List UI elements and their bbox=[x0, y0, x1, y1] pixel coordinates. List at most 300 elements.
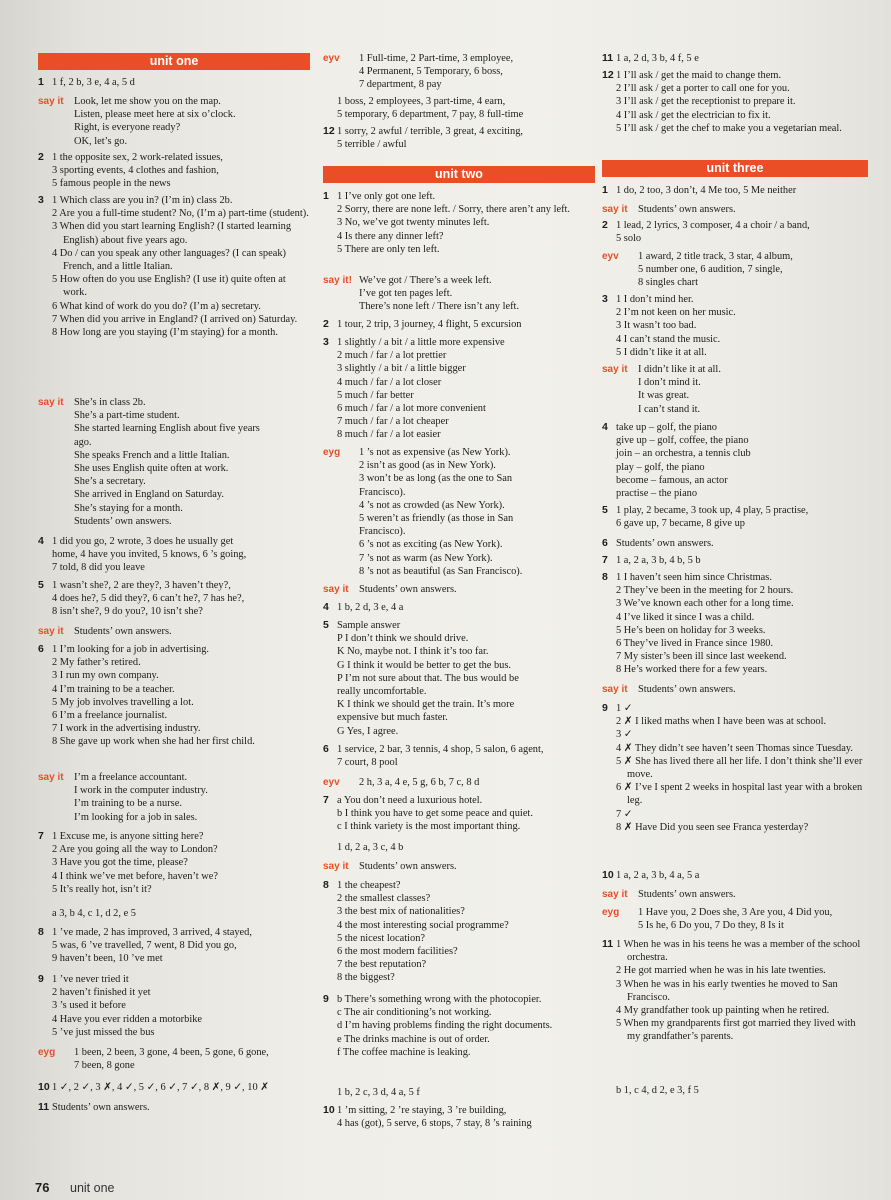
exercise-number: 2 bbox=[38, 151, 44, 163]
exercise-answers bbox=[616, 69, 868, 135]
answer-line: 5 Is he, 6 Do you, 7 Do they, 8 Is it bbox=[638, 920, 784, 932]
answer-line: She started learning English about five years bbox=[74, 423, 260, 435]
exercise-answers bbox=[616, 869, 868, 882]
answer-item: 4 I’m training to be a teacher. bbox=[52, 683, 175, 695]
exercise-answers bbox=[337, 125, 595, 151]
answer-item: 8 He’s worked there for a few years. bbox=[616, 664, 768, 676]
answer-item: 7 I work in the advertising industry. bbox=[52, 723, 201, 735]
exercise-answers bbox=[52, 1081, 310, 1094]
exercise-answers bbox=[52, 151, 310, 191]
answer-item: 3 I’ll ask / get the receptionist to prepare it. bbox=[616, 96, 796, 108]
section-tag: say it bbox=[602, 364, 628, 375]
section-tag: say it bbox=[602, 204, 628, 215]
exercise bbox=[323, 841, 595, 854]
exercise-answers bbox=[52, 535, 310, 575]
answer-line: She’s a part-time student. bbox=[74, 410, 180, 422]
exercise-answers bbox=[52, 76, 310, 89]
exercise-answers bbox=[616, 938, 868, 1044]
answer-item: 2 I’m not keen on her music. bbox=[616, 307, 736, 319]
answer-line: 3 won’t be as long (as the one to San bbox=[359, 473, 513, 485]
answer-line: take up – golf, the piano bbox=[616, 422, 717, 433]
answer-line: 1 service, 2 bar, 3 tennis, 4 shop, 5 salon, 6 agent, bbox=[337, 744, 544, 755]
answer-line: 1 ✓, 2 ✓, 3 ✗, 4 ✓, 5 ✓, 6 ✓, 7 ✓, 8 ✗, 9 ✓, 10 ✗ bbox=[52, 1082, 269, 1093]
answer-line: 3 sporting events, 4 clothes and fashion, bbox=[52, 165, 219, 177]
answer-line: 1 Full-time, 2 Part-time, 3 employee, bbox=[359, 53, 514, 64]
exercise-answers bbox=[337, 619, 595, 738]
answer-line: really uncomfortable. bbox=[337, 686, 427, 698]
exercise-number: 3 bbox=[602, 293, 608, 305]
answer-line: It was great. bbox=[638, 390, 690, 402]
exercise-number: 11 bbox=[602, 52, 614, 64]
answer-item: 4 Is there any dinner left? bbox=[337, 230, 444, 242]
answer-line: 1 ’s not as expensive (as New York). bbox=[359, 447, 511, 458]
answer-item: 1 Excuse me, is anyone sitting here? bbox=[52, 831, 204, 842]
answer-line: 9 haven’t been, 10 ’ve met bbox=[52, 953, 163, 965]
answer-line: 1 a, 2 a, 3 b, 4 b, 5 b bbox=[616, 555, 701, 566]
exercise-answers bbox=[337, 794, 595, 834]
answer-item: 2 Sorry, there are none left. / Sorry, there aren’t any left. bbox=[337, 204, 571, 216]
answer-item: 4 ✗ They didn’t see haven’t seen Thomas since Tuesday. bbox=[616, 742, 853, 754]
answer-line: G I think it would be better to get the bus. bbox=[337, 659, 512, 671]
exercise-number: 7 bbox=[323, 794, 329, 806]
section-tag: eyv bbox=[323, 53, 340, 64]
answer-item: 2 much / far / a lot prettier bbox=[337, 350, 447, 362]
answer-item: 8 She gave up work when she had her first child. bbox=[52, 736, 255, 748]
answer-line: 5 temporary, 6 department, 7 pay, 8 full-time bbox=[337, 109, 524, 121]
exercise-answers bbox=[616, 571, 868, 677]
section-tag: say it bbox=[38, 626, 64, 637]
exercise bbox=[602, 571, 868, 677]
exercise-answers bbox=[52, 579, 310, 619]
answer-line: 6 ’s not as exciting (as New York). bbox=[359, 539, 503, 551]
exercise bbox=[323, 274, 595, 314]
exercise-answers bbox=[638, 250, 868, 290]
answer-item: 6 They’ve lived in France since 1980. bbox=[616, 638, 774, 650]
exercise-number: 4 bbox=[323, 601, 329, 613]
answer-line: 5 terrible / awful bbox=[337, 139, 407, 151]
exercise-number: 4 bbox=[602, 421, 608, 433]
exercise-answers bbox=[337, 95, 595, 121]
answer-item: 1 Which class are you in? (I’m in) class 2b. bbox=[52, 195, 233, 206]
exercise bbox=[323, 318, 595, 331]
answer-line: 7 told, 8 did you leave bbox=[52, 562, 145, 574]
exercise bbox=[602, 203, 868, 216]
answer-item: 2 the smallest classes? bbox=[337, 893, 431, 905]
answer-item: 5 I didn’t like it at all. bbox=[616, 346, 707, 358]
answer-line: She arrived in England on Saturday. bbox=[74, 489, 224, 501]
answer-item: 2 Are you a full-time student? No, (I’m a) part-time (student). bbox=[52, 208, 309, 220]
answer-line: practise – the piano bbox=[616, 488, 698, 500]
answer-item: a You don’t need a luxurious hotel. bbox=[337, 795, 483, 806]
exercise-number: 1 bbox=[323, 190, 329, 202]
answer-line: 1 a, 2 a, 3 b, 4 a, 5 a bbox=[616, 870, 700, 881]
answer-item: 7 My sister’s been ill since last weekend. bbox=[616, 651, 787, 663]
answer-item: 3 It wasn’t too bad. bbox=[616, 320, 697, 332]
answer-line: Students’ own answers. bbox=[616, 538, 714, 549]
exercise-answers bbox=[359, 860, 595, 873]
answer-line: 5 was, 6 ’ve travelled, 7 went, 8 Did you go, bbox=[52, 940, 237, 952]
answer-line: I can’t stand it. bbox=[638, 403, 701, 415]
answer-item: 5 He’s been on holiday for 3 weeks. bbox=[616, 624, 766, 636]
section-tag: eyg bbox=[323, 447, 341, 458]
exercise-number: 9 bbox=[323, 993, 329, 1005]
answer-line: She uses English quite often at work. bbox=[74, 463, 229, 475]
section-tag: eyv bbox=[323, 777, 340, 788]
exercise bbox=[38, 625, 310, 638]
answer-line: 8 isn’t she?, 9 do you?, 10 isn’t she? bbox=[52, 606, 203, 618]
answer-item: 5 ’ve just missed the bus bbox=[52, 1026, 155, 1038]
answer-item: 1 I haven’t seen him since Christmas. bbox=[616, 572, 772, 583]
answer-line: 6 gave up, 7 became, 8 give up bbox=[616, 518, 745, 530]
answer-item: 1 I’m looking for a job in advertising. bbox=[52, 644, 209, 655]
answer-line: P I’m not sure about that. The bus would be bbox=[337, 672, 519, 684]
exercise-answers bbox=[337, 879, 595, 985]
answer-item: 3 When did you start learning English? (I started learning English) about five years ago. bbox=[52, 221, 292, 246]
exercise bbox=[38, 95, 310, 148]
exercise-answers bbox=[616, 219, 868, 245]
exercise-answers bbox=[616, 1084, 868, 1097]
exercise-number: 8 bbox=[323, 879, 329, 891]
answer-item: 4 much / far / a lot closer bbox=[337, 376, 442, 388]
exercise-answers bbox=[74, 771, 310, 824]
answer-item: 6 the most modern facilities? bbox=[337, 946, 458, 958]
answer-item: 8 How long are you staying (I’m staying) for a month. bbox=[52, 327, 278, 339]
answer-item: 2 Are you going all the way to London? bbox=[52, 844, 218, 856]
unit-header: unit one bbox=[38, 53, 310, 70]
exercise bbox=[602, 1084, 868, 1097]
exercise-answers bbox=[359, 583, 595, 596]
answer-line: I’m looking for a job in sales. bbox=[74, 811, 198, 823]
exercise-number: 5 bbox=[602, 504, 608, 516]
answer-line: 1 ’ve made, 2 has improved, 3 arrived, 4 stayed, bbox=[52, 927, 252, 938]
answer-item: 2 He got married when he was in his late twenties. bbox=[616, 965, 826, 977]
answer-item: 1 I’ll ask / get the maid to change them. bbox=[616, 70, 782, 81]
answer-item: 3 I run my own company. bbox=[52, 670, 159, 682]
exercise-number: 10 bbox=[602, 869, 614, 881]
answer-line: Listen, please meet here at six o’clock. bbox=[74, 109, 236, 121]
exercise-answers bbox=[359, 446, 595, 578]
exercise-number: 3 bbox=[38, 194, 44, 206]
page-number: 76 bbox=[35, 1180, 50, 1195]
answer-line: 1 ’m sitting, 2 ’re staying, 3 ’re building, bbox=[337, 1105, 507, 1116]
answer-item: 4 I’ll ask / get the electrician to fix it. bbox=[616, 109, 771, 121]
exercise-number: 5 bbox=[323, 619, 329, 631]
answer-item: 4 I’ve liked it since I was a child. bbox=[616, 611, 755, 623]
exercise bbox=[38, 771, 310, 824]
answer-item: 5 much / far better bbox=[337, 389, 414, 401]
unit-header: unit two bbox=[323, 166, 595, 183]
exercise bbox=[602, 869, 868, 882]
section-tag: say it bbox=[38, 96, 64, 107]
answer-line: 1 the opposite sex, 2 work-related issues, bbox=[52, 152, 223, 163]
exercise-number: 1 bbox=[38, 76, 44, 88]
answer-item: 3 the best mix of nationalities? bbox=[337, 906, 465, 918]
answer-line: 4 does he?, 5 did they?, 6 can’t he?, 7 has he?, bbox=[52, 593, 245, 605]
exercise-number: 2 bbox=[323, 318, 329, 330]
exercise bbox=[38, 973, 310, 1039]
answer-line: She’s staying for a month. bbox=[74, 502, 183, 514]
exercise-answers bbox=[74, 1046, 310, 1072]
answer-line: We’ve got / There’s a week left. bbox=[359, 275, 492, 286]
exercise bbox=[323, 743, 595, 769]
answer-line: Francisco). bbox=[359, 526, 406, 538]
exercise bbox=[38, 643, 310, 749]
answer-line: 2 isn’t as good (as in New York). bbox=[359, 460, 496, 472]
exercise-answers bbox=[52, 926, 310, 966]
answer-item: 1 ’ve never tried it bbox=[52, 974, 129, 985]
exercise-answers bbox=[52, 1101, 310, 1114]
answer-line: Look, let me show you on the map. bbox=[74, 96, 221, 107]
exercise bbox=[323, 446, 595, 578]
exercise bbox=[323, 794, 595, 834]
answer-line: I don’t mind it. bbox=[638, 377, 701, 389]
exercise bbox=[323, 52, 595, 92]
exercise bbox=[323, 993, 595, 1059]
answer-item: b There’s something wrong with the photocopier. bbox=[337, 994, 542, 1005]
exercise bbox=[323, 619, 595, 738]
exercise bbox=[323, 601, 595, 614]
answer-line: 1 d, 2 a, 3 c, 4 b bbox=[337, 842, 404, 853]
answer-line: Students’ own answers. bbox=[74, 515, 172, 527]
answer-line: K I think we should get the train. It’s more bbox=[337, 699, 515, 711]
answer-item: 5 ✗ She has lived there all her life. I don’t think she’ll ever move. bbox=[616, 755, 863, 781]
answer-item: 5 My job involves travelling a lot. bbox=[52, 696, 194, 708]
answer-line: play – golf, the piano bbox=[616, 461, 705, 473]
answer-line: P I don’t think we should drive. bbox=[337, 633, 469, 645]
answer-line: Students’ own answers. bbox=[74, 626, 172, 637]
answer-line: expensive but much faster. bbox=[337, 712, 448, 724]
answer-item: 5 When my grandparents first got married they lived with my grandfather’s parents. bbox=[616, 1018, 856, 1043]
answer-line: Right, is everyone ready? bbox=[74, 122, 181, 134]
exercise bbox=[323, 125, 595, 151]
answer-line: K No, maybe not. I think it’s too far. bbox=[337, 646, 489, 658]
exercise-number: 6 bbox=[323, 743, 329, 755]
answer-item: 2 They’ve been in the meeting for 2 hours. bbox=[616, 585, 794, 597]
answer-item: 8 much / far / a lot easier bbox=[337, 429, 441, 441]
exercise-number: 11 bbox=[38, 1101, 50, 1113]
exercise bbox=[323, 1104, 595, 1130]
exercise-number: 9 bbox=[38, 973, 44, 985]
answer-item: 4 I think we’ve met before, haven’t we? bbox=[52, 870, 218, 882]
exercise bbox=[602, 702, 868, 834]
answer-item: 7 ✓ bbox=[616, 808, 633, 820]
answer-line: She speaks French and a little Italian. bbox=[74, 449, 230, 461]
answer-item: 1 slightly / a bit / a little more expensive bbox=[337, 337, 505, 348]
exercise bbox=[323, 336, 595, 442]
exercise bbox=[38, 535, 310, 575]
answer-item: 3 When he was in his early twenties he moved to San Francisco. bbox=[616, 978, 838, 1003]
exercise-number: 1 bbox=[602, 184, 608, 196]
exercise-answers bbox=[359, 52, 595, 92]
exercise-answers bbox=[52, 830, 310, 896]
exercise-answers bbox=[359, 776, 595, 789]
answer-line: become – famous, an actor bbox=[616, 474, 728, 486]
answer-item: c The air conditioning’s not working. bbox=[337, 1007, 492, 1019]
answer-line: I’m training to be a nurse. bbox=[74, 798, 182, 810]
answer-item: 1 ✓ bbox=[616, 703, 633, 714]
exercise-number: 7 bbox=[38, 830, 44, 842]
exercise-number: 6 bbox=[38, 643, 44, 655]
answer-line: Francisco). bbox=[359, 486, 406, 498]
answer-line: 1 did you go, 2 wrote, 3 does he usually get bbox=[52, 536, 234, 547]
answer-line: 5 famous people in the news bbox=[52, 178, 171, 190]
answer-line: 1 b, 2 d, 3 e, 4 a bbox=[337, 602, 404, 613]
section-tag: say it bbox=[38, 772, 64, 783]
exercise-answers bbox=[52, 973, 310, 1039]
exercise bbox=[602, 219, 868, 245]
answer-item: 4 Do / can you speak any other languages? (I can speak) French, and a little Italian. bbox=[52, 247, 286, 273]
exercise bbox=[602, 888, 868, 901]
answer-item: 6 I’m a freelance journalist. bbox=[52, 710, 168, 722]
exercise bbox=[602, 683, 868, 696]
exercise-answers bbox=[52, 907, 310, 920]
exercise-answers bbox=[638, 203, 868, 216]
exercise bbox=[323, 860, 595, 873]
exercise bbox=[38, 926, 310, 966]
answer-item: 4 Have you ever ridden a motorbike bbox=[52, 1013, 203, 1025]
exercise bbox=[38, 830, 310, 896]
answer-line: 7 ’s not as warm (as New York). bbox=[359, 552, 493, 564]
answer-item: 3 Have you got the time, please? bbox=[52, 857, 188, 869]
answer-line: 1 been, 2 been, 3 gone, 4 been, 5 gone, 6 gone, bbox=[74, 1047, 269, 1058]
answer-line: G Yes, I agree. bbox=[337, 725, 399, 737]
answer-line: I’m a freelance accountant. bbox=[74, 772, 188, 783]
answer-item: 7 much / far / a lot cheaper bbox=[337, 416, 449, 428]
exercise-number: 12 bbox=[323, 125, 335, 137]
exercise bbox=[38, 151, 310, 191]
section-tag: say it bbox=[323, 861, 349, 872]
answer-line: 1 lead, 2 lyrics, 3 composer, 4 a choir / a band, bbox=[616, 220, 810, 231]
answer-line: She’s in class 2b. bbox=[74, 397, 146, 408]
answer-line: She’s a secretary. bbox=[74, 476, 146, 488]
exercise-number: 12 bbox=[602, 69, 614, 81]
exercise-answers bbox=[337, 318, 595, 331]
exercise-number: 3 bbox=[323, 336, 329, 348]
answer-line: 1 b, 2 c, 3 d, 4 a, 5 f bbox=[337, 1087, 420, 1098]
exercise-answers bbox=[638, 888, 868, 901]
exercise bbox=[323, 190, 595, 256]
answer-item: 3 ’s used it before bbox=[52, 1000, 126, 1012]
exercise bbox=[602, 504, 868, 530]
answer-line: 1 boss, 2 employees, 3 part-time, 4 earn, bbox=[337, 96, 506, 107]
exercise bbox=[602, 69, 868, 135]
exercise bbox=[602, 421, 868, 500]
answer-line: 1 play, 2 became, 3 took up, 4 play, 5 practise, bbox=[616, 505, 809, 516]
exercise-answers bbox=[359, 274, 595, 314]
exercise-number: 8 bbox=[602, 571, 608, 583]
section-tag: eyg bbox=[38, 1047, 56, 1058]
exercise-number: 4 bbox=[38, 535, 44, 547]
answer-item: 1 the cheapest? bbox=[337, 880, 401, 891]
answer-item: 4 My grandfather took up painting when he retired. bbox=[616, 1005, 830, 1017]
exercise-answers bbox=[616, 554, 868, 567]
answer-item: 5 I’ll ask / get the chef to make you a vegetarian meal. bbox=[616, 122, 842, 134]
exercise bbox=[323, 1086, 595, 1099]
answer-line: 5 number one, 6 audition, 7 single, bbox=[638, 264, 783, 276]
answer-item: 1 When he was in his teens he was a member of the school orchestra. bbox=[616, 939, 861, 964]
exercise bbox=[602, 938, 868, 1044]
exercise-answers bbox=[52, 643, 310, 749]
answer-item: 2 ✗ I liked maths when I have been was at school. bbox=[616, 716, 827, 728]
answer-item: 5 the nicest location? bbox=[337, 932, 426, 944]
exercise bbox=[38, 1081, 310, 1094]
exercise-answers bbox=[74, 95, 310, 148]
answer-line: 1 f, 2 b, 3 e, 4 a, 5 d bbox=[52, 77, 135, 88]
unit-header: unit three bbox=[602, 160, 868, 177]
answer-line: 1 sorry, 2 awful / terrible, 3 great, 4 exciting, bbox=[337, 126, 524, 137]
answer-item: d I’m having problems finding the right documents. bbox=[337, 1020, 553, 1032]
answer-line: give up – golf, coffee, the piano bbox=[616, 435, 749, 447]
exercise-answers bbox=[616, 537, 868, 550]
exercise-number: 9 bbox=[602, 702, 608, 714]
exercise-answers bbox=[616, 504, 868, 530]
footer-unit-label: unit one bbox=[70, 1181, 115, 1195]
exercise bbox=[38, 194, 310, 339]
answer-line: 4 Permanent, 5 Temporary, 6 boss, bbox=[359, 66, 503, 78]
exercise bbox=[38, 76, 310, 89]
answer-line: I didn’t like it at all. bbox=[638, 364, 721, 375]
answer-line: b 1, c 4, d 2, e 3, f 5 bbox=[616, 1085, 699, 1096]
exercise-answers bbox=[337, 336, 595, 442]
answer-line: 8 singles chart bbox=[638, 277, 699, 289]
answer-line: OK, let’s go. bbox=[74, 135, 128, 147]
answer-line: I’ve got ten pages left. bbox=[359, 288, 453, 300]
exercise-number: 11 bbox=[602, 938, 614, 950]
exercise-answers bbox=[616, 702, 868, 834]
answer-item: 2 haven’t finished it yet bbox=[52, 987, 151, 999]
answer-line: 5 solo bbox=[616, 233, 642, 245]
exercise bbox=[602, 537, 868, 550]
answer-item: 2 My father’s retired. bbox=[52, 657, 141, 669]
answer-line: I work in the computer industry. bbox=[74, 785, 208, 797]
exercise-answers bbox=[337, 841, 595, 854]
answer-line: 4 has (got), 5 serve, 6 stops, 7 stay, 8 ’s raining bbox=[337, 1118, 532, 1130]
answer-line: 7 court, 8 pool bbox=[337, 757, 398, 769]
section-tag: say it! bbox=[323, 275, 352, 286]
answer-line: 1 a, 2 d, 3 b, 4 f, 5 e bbox=[616, 53, 699, 64]
answer-item: 3 slightly / a bit / a little bigger bbox=[337, 363, 466, 375]
answer-line: Students’ own answers. bbox=[638, 204, 736, 215]
exercise bbox=[602, 554, 868, 567]
answer-item: 6 much / far / a lot more convenient bbox=[337, 403, 486, 415]
answer-item: 3 ✓ bbox=[616, 729, 633, 741]
exercise bbox=[602, 52, 868, 65]
exercise-number: 5 bbox=[38, 579, 44, 591]
section-tag: say it bbox=[38, 397, 64, 408]
answer-line: 5 weren’t as friendly (as those in San bbox=[359, 513, 514, 525]
answer-item: b I think you have to get some peace and quiet. bbox=[337, 808, 533, 820]
answer-item: 5 How often do you use English? (I use it) quite often at work. bbox=[52, 274, 286, 299]
answer-item: 4 I can’t stand the music. bbox=[616, 333, 721, 345]
answer-item: 7 the best reputation? bbox=[337, 959, 427, 971]
exercise-number: 7 bbox=[602, 554, 608, 566]
exercise-answers bbox=[638, 906, 868, 932]
section-tag: say it bbox=[602, 889, 628, 900]
answer-line: 1 wasn’t she?, 2 are they?, 3 haven’t they?, bbox=[52, 580, 231, 591]
exercise bbox=[38, 907, 310, 920]
answer-line: Students’ own answers. bbox=[52, 1102, 150, 1113]
exercise-answers bbox=[616, 52, 868, 65]
exercise-number: 8 bbox=[38, 926, 44, 938]
answer-item: 6 ✗ I’ve I spent 2 weeks in hospital last year with a broken leg. bbox=[616, 782, 863, 807]
exercise bbox=[38, 1046, 310, 1072]
exercise-answers bbox=[616, 293, 868, 359]
answer-line: There’s none left / There isn’t any left. bbox=[359, 301, 520, 313]
section-tag: say it bbox=[323, 584, 349, 595]
exercise-answers bbox=[52, 194, 310, 339]
exercise bbox=[323, 95, 595, 121]
section-tag: eyg bbox=[602, 907, 620, 918]
